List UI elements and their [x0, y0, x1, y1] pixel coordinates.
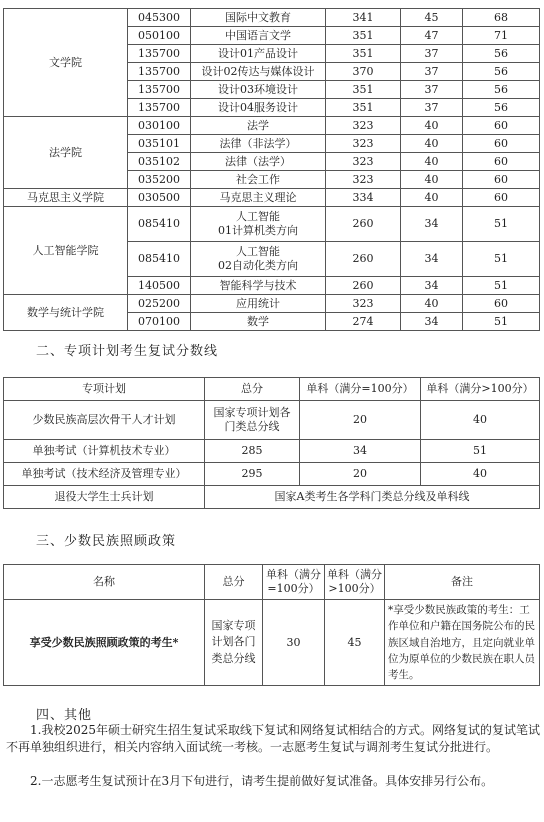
major-name-line1: 人工智能	[236, 210, 280, 224]
single-score-100: 34	[401, 242, 463, 277]
table-row	[4, 117, 540, 135]
college-name: 文学院	[4, 9, 128, 117]
major-code: 085410	[128, 242, 191, 277]
header-name: 名称	[4, 565, 205, 600]
total-score: 323	[326, 171, 401, 189]
single-score-over100: 56	[463, 63, 540, 81]
section2-heading: 二、专项计划考生复试分数线	[36, 344, 219, 359]
single-score-over100: 60	[463, 153, 540, 171]
single-score-100: 34	[401, 207, 463, 242]
major-name: 设计02传达与媒体设计	[191, 63, 326, 81]
policy-name: 享受少数民族照顾政策的考生*	[4, 600, 205, 686]
total-score: 351	[326, 81, 401, 99]
major-code: 135700	[128, 63, 191, 81]
major-code: 030100	[128, 117, 191, 135]
major-code: 030500	[128, 189, 191, 207]
total-score: 274	[326, 313, 401, 331]
single-score-over100: 60	[463, 135, 540, 153]
header-total: 总分	[205, 378, 300, 401]
major-name	[191, 242, 326, 277]
college-name: 法学院	[4, 117, 128, 189]
plan-merged-note: 国家A类考生各学科门类总分线及单科线	[205, 486, 540, 509]
major-code: 035200	[128, 171, 191, 189]
total-score: 323	[326, 135, 401, 153]
major-name: 智能科学与技术	[191, 277, 326, 295]
major-name: 数学	[191, 313, 326, 331]
table-header-row	[4, 565, 540, 600]
policy-note: *享受少数民族政策的考生：工作单位和户籍在国务院公布的民族区域自治地方，且定向就业单位为原单位的少数民族在职人员考生。	[385, 600, 540, 686]
table-row	[4, 486, 540, 509]
policy-single1: 30	[263, 600, 325, 686]
single-score-100: 37	[401, 63, 463, 81]
table-header-row	[4, 378, 540, 401]
major-name: 设计04服务设计	[191, 99, 326, 117]
total-score: 260	[326, 207, 401, 242]
major-name-line2: 02自动化类方向	[218, 259, 298, 272]
table-row	[4, 463, 540, 486]
single-score-100: 37	[401, 81, 463, 99]
single-score-100: 34	[401, 313, 463, 331]
major-code: 070100	[128, 313, 191, 331]
plan-name: 单独考试（技术经济及管理专业）	[4, 463, 205, 486]
header-single1: 单科（满分=100分）	[300, 378, 421, 401]
single-score-100: 40	[401, 189, 463, 207]
single-score-over100: 51	[463, 313, 540, 331]
header-total: 总分	[205, 565, 263, 600]
paragraph-2: 2.一志愿考生复试预计在3月下旬进行，请考生提前做好复试准备。具体安排另行公布。	[30, 774, 494, 788]
single-score-100: 40	[401, 135, 463, 153]
major-code: 035102	[128, 153, 191, 171]
plan-single1: 34	[300, 440, 421, 463]
table-row	[4, 295, 540, 313]
single-score-over100: 56	[463, 99, 540, 117]
single-score-over100: 68	[463, 9, 540, 27]
single-score-over100: 60	[463, 117, 540, 135]
major-name: 中国语言文学	[191, 27, 326, 45]
plan-single2: 51	[421, 440, 540, 463]
total-score: 260	[326, 277, 401, 295]
single-score-over100: 51	[463, 242, 540, 277]
table-row	[4, 9, 540, 27]
plan-name: 单独考试（计算机技术专业）	[4, 440, 205, 463]
major-code: 140500	[128, 277, 191, 295]
plan-name: 退役大学生士兵计划	[4, 486, 205, 509]
total-score: 351	[326, 45, 401, 63]
major-name: 马克思主义理论	[191, 189, 326, 207]
major-name: 应用统计	[191, 295, 326, 313]
plan-total: 国家专项计划各门类总分线	[205, 401, 300, 440]
total-score: 341	[326, 9, 401, 27]
college-name: 数学与统计学院	[4, 295, 128, 331]
single-score-over100: 60	[463, 171, 540, 189]
single-score-over100: 60	[463, 189, 540, 207]
major-name-line2: 01计算机类方向	[218, 224, 298, 237]
policy-single2: 45	[325, 600, 385, 686]
plan-total: 285	[205, 440, 300, 463]
table-row	[4, 189, 540, 207]
major-name: 法学	[191, 117, 326, 135]
single-score-over100: 51	[463, 207, 540, 242]
single-score-over100: 56	[463, 81, 540, 99]
major-name: 设计01产品设计	[191, 45, 326, 63]
section4-heading: 四、其他	[36, 708, 93, 723]
college-name: 马克思主义学院	[4, 189, 128, 207]
single-score-100: 40	[401, 171, 463, 189]
header-single1: 单科（满分=100分）	[263, 565, 325, 600]
single-score-over100: 71	[463, 27, 540, 45]
header-single2: 单科（满分>100分）	[325, 565, 385, 600]
minority-policy-table	[3, 564, 540, 686]
major-code: 135700	[128, 81, 191, 99]
major-name-line1: 人工智能	[236, 245, 280, 259]
total-score: 370	[326, 63, 401, 81]
plan-total: 295	[205, 463, 300, 486]
plan-single2: 40	[421, 401, 540, 440]
single-score-over100: 60	[463, 295, 540, 313]
header-note: 备注	[385, 565, 540, 600]
special-plan-table	[3, 377, 540, 509]
total-score: 351	[326, 27, 401, 45]
table-row	[4, 440, 540, 463]
major-name: 社会工作	[191, 171, 326, 189]
plan-single1: 20	[300, 463, 421, 486]
single-score-100: 45	[401, 9, 463, 27]
single-score-100: 34	[401, 277, 463, 295]
major-code: 135700	[128, 45, 191, 63]
score-table-colleges	[3, 8, 540, 331]
single-score-100: 37	[401, 45, 463, 63]
single-score-over100: 51	[463, 277, 540, 295]
major-name	[191, 207, 326, 242]
major-code: 025200	[128, 295, 191, 313]
header-single2: 单科（满分>100分）	[421, 378, 540, 401]
table-row	[4, 207, 540, 242]
total-score: 334	[326, 189, 401, 207]
major-name: 法律（非法学）	[191, 135, 326, 153]
major-name: 国际中文教育	[191, 9, 326, 27]
total-score: 351	[326, 99, 401, 117]
table-row	[4, 600, 540, 686]
plan-single1: 20	[300, 401, 421, 440]
single-score-over100: 56	[463, 45, 540, 63]
single-score-100: 47	[401, 27, 463, 45]
single-score-100: 40	[401, 117, 463, 135]
total-score: 323	[326, 153, 401, 171]
header-plan: 专项计划	[4, 378, 205, 401]
total-score: 260	[326, 242, 401, 277]
paragraph-1: 1.我校2025年硕士研究生招生复试采取线下复试和网络复试相结合的方式。网络复试的复试笔试不再单独组织进行，相关内容纳入面试统一考核。一志愿考生复试与调剂考生复试分批进行。	[6, 723, 540, 754]
major-code: 085410	[128, 207, 191, 242]
major-name: 设计03环境设计	[191, 81, 326, 99]
major-name: 法律（法学）	[191, 153, 326, 171]
major-code: 045300	[128, 9, 191, 27]
single-score-100: 40	[401, 153, 463, 171]
plan-single2: 40	[421, 463, 540, 486]
policy-total: 国家专项计划各门类总分线	[205, 600, 263, 686]
total-score: 323	[326, 295, 401, 313]
major-code: 050100	[128, 27, 191, 45]
table-row	[4, 401, 540, 440]
major-code: 135700	[128, 99, 191, 117]
single-score-100: 37	[401, 99, 463, 117]
total-score: 323	[326, 117, 401, 135]
section3-heading: 三、少数民族照顾政策	[36, 534, 177, 549]
plan-name: 少数民族高层次骨干人才计划	[4, 401, 205, 440]
single-score-100: 40	[401, 295, 463, 313]
college-name: 人工智能学院	[4, 207, 128, 295]
major-code: 035101	[128, 135, 191, 153]
